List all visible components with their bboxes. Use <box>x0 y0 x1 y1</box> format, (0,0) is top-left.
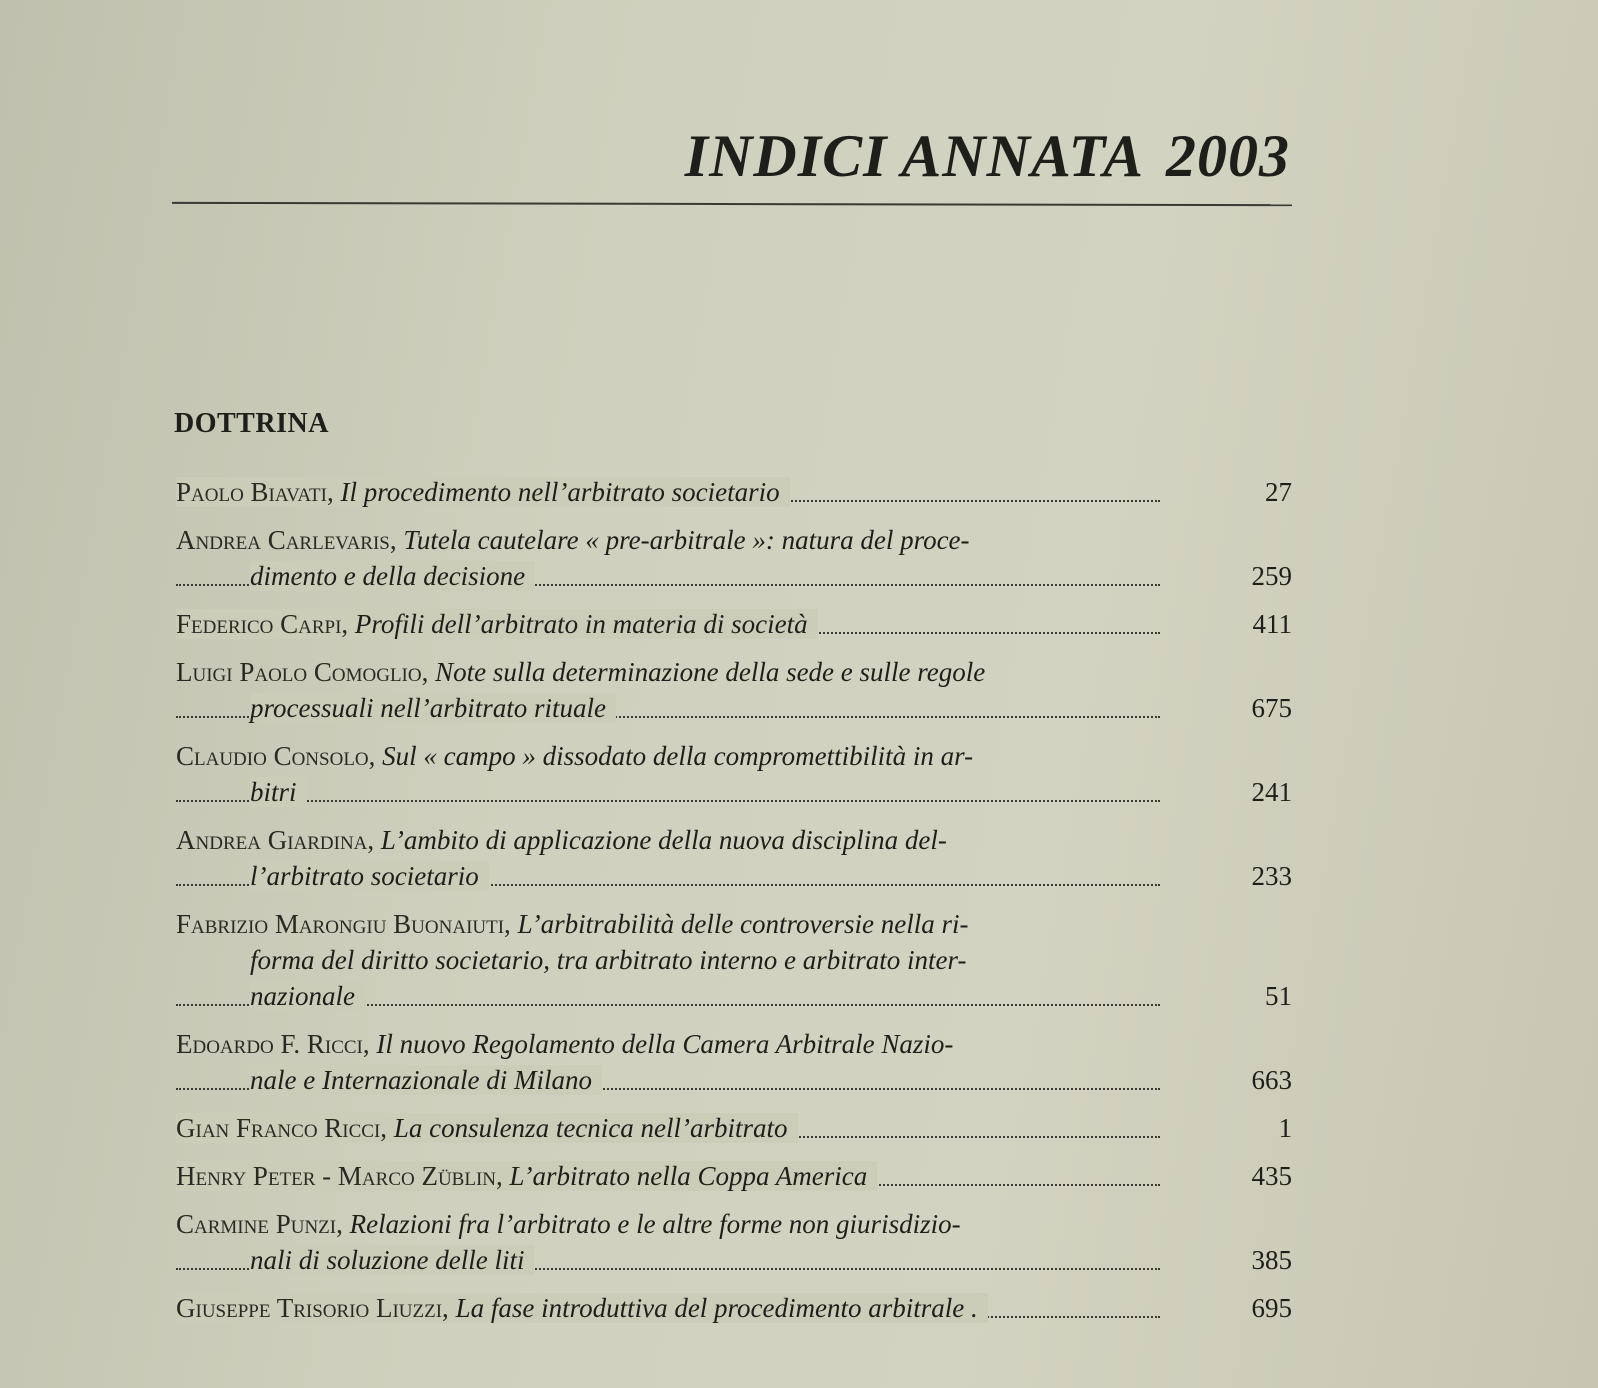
article-title: Note sulla determinazione della sede e sulle regole <box>435 657 986 687</box>
toc-line-text <box>176 1158 1160 1194</box>
page-number: 663 <box>1251 1065 1292 1095</box>
toc-line-text <box>176 906 1160 942</box>
page-number: 233 <box>1251 861 1292 891</box>
page-number: 675 <box>1251 693 1292 723</box>
article-title: Relazioni fra l’arbitrato e le altre forme non giurisdizio- <box>349 1209 961 1239</box>
toc-line <box>176 690 1292 726</box>
toc-line <box>176 738 1292 774</box>
toc-entry <box>176 606 1292 642</box>
page-number: 27 <box>1265 477 1292 507</box>
page-number: 411 <box>1252 609 1292 639</box>
toc-entry <box>176 822 1292 894</box>
author-name: Andrea Carlevaris, <box>176 525 397 555</box>
page-number: 385 <box>1251 1245 1292 1275</box>
section-heading: DOTTRINA <box>174 408 329 439</box>
toc-line-text <box>176 690 1160 726</box>
text-wrap <box>176 657 995 687</box>
toc-entry <box>176 906 1292 1014</box>
toc-line <box>176 654 1292 690</box>
text-wrap <box>250 981 365 1011</box>
toc-line-text <box>176 558 1160 594</box>
article-title: La fase introduttiva del procedimento arbitrale . <box>455 1293 978 1323</box>
author-name: Edoardo F. Ricci, <box>176 1029 370 1059</box>
text-wrap <box>176 609 818 639</box>
toc-entry <box>176 522 1292 594</box>
toc-line <box>176 978 1292 1014</box>
author-name: Giuseppe Trisorio Liuzzi, <box>176 1293 449 1323</box>
author-name: Henry Peter - Marco Züblin, <box>176 1161 503 1191</box>
article-title: La consulenza tecnica nell’arbitrato <box>393 1113 788 1143</box>
toc-line-text <box>176 858 1160 894</box>
text-wrap <box>250 561 535 591</box>
article-title: Sul « campo » dissodato della compromettibilità in ar- <box>382 741 974 771</box>
article-title: processuali nell’arbitrato rituale <box>250 693 606 723</box>
text-wrap <box>250 861 489 891</box>
toc-line-text <box>176 474 1160 510</box>
article-title: forma del diritto societario, tra arbitrato interno e arbitrato inter- <box>250 945 967 975</box>
toc-entry <box>176 1206 1292 1278</box>
toc-entry <box>176 474 1292 510</box>
text-wrap <box>176 525 980 555</box>
toc-line <box>176 1242 1292 1278</box>
toc-line <box>176 606 1292 642</box>
text-wrap <box>176 1161 877 1191</box>
page-number: 435 <box>1251 1161 1292 1191</box>
toc-line-text <box>176 606 1160 642</box>
article-title: dimento e della decisione <box>250 561 526 591</box>
author-name: Federico Carpi, <box>176 609 349 639</box>
toc-line <box>176 942 1292 978</box>
toc-line <box>176 1110 1292 1146</box>
toc-list <box>176 474 1292 1338</box>
toc-line <box>176 474 1292 510</box>
article-title: Il nuovo Regolamento della Camera Arbitrale Nazio- <box>376 1029 954 1059</box>
toc-line <box>176 1158 1292 1194</box>
page-number: 259 <box>1251 561 1292 591</box>
article-title: bitri <box>250 777 297 807</box>
article-title: Tutela cautelare « pre-arbitrale »: natura del proce- <box>403 525 970 555</box>
author-name: Luigi Paolo Comoglio, <box>176 657 429 687</box>
toc-line-text <box>176 942 1160 978</box>
text-wrap <box>250 1245 534 1275</box>
toc-entry <box>176 654 1292 726</box>
article-title: Il procedimento nell’arbitrato societario <box>340 477 780 507</box>
toc-line <box>176 858 1292 894</box>
toc-entry <box>176 1158 1292 1194</box>
text-wrap <box>250 1065 602 1095</box>
author-name: Claudio Consolo, <box>176 741 376 771</box>
toc-line <box>176 1290 1292 1326</box>
toc-line <box>176 522 1292 558</box>
dot-leader <box>176 800 1160 802</box>
page-number: 51 <box>1265 981 1292 1011</box>
toc-line-text <box>176 1290 1160 1326</box>
toc-line <box>176 1026 1292 1062</box>
author-name: Andrea Giardina, <box>176 825 375 855</box>
toc-line <box>176 558 1292 594</box>
page-title <box>685 122 1290 191</box>
toc-line <box>176 774 1292 810</box>
toc-line-text <box>176 1026 1160 1062</box>
title-year: 2003 <box>1166 123 1290 189</box>
author-name: Carmine Punzi, <box>176 1209 343 1239</box>
toc-entry <box>176 1026 1292 1098</box>
toc-line <box>176 906 1292 942</box>
text-wrap <box>176 825 957 855</box>
text-wrap <box>250 945 976 975</box>
toc-line-text <box>176 978 1160 1014</box>
text-wrap <box>176 1209 971 1239</box>
text-wrap <box>176 1113 798 1143</box>
text-wrap <box>176 1029 963 1059</box>
text-wrap <box>250 693 616 723</box>
article-title: l’arbitrato societario <box>250 861 479 891</box>
text-wrap <box>250 777 307 807</box>
toc-entry <box>176 738 1292 810</box>
toc-line-text <box>176 522 1160 558</box>
article-title: nali di soluzione delle liti <box>250 1245 525 1275</box>
text-wrap <box>176 741 983 771</box>
toc-line <box>176 1206 1292 1242</box>
toc-line-text <box>176 738 1160 774</box>
text-wrap <box>176 1293 988 1323</box>
page-number: 1 <box>1278 1113 1292 1143</box>
article-title: L’arbitrato nella Coppa America <box>509 1161 868 1191</box>
toc-line-text <box>176 1110 1160 1146</box>
toc-entry <box>176 1290 1292 1326</box>
toc-line <box>176 1062 1292 1098</box>
article-title: L’ambito di applicazione della nuova disciplina del- <box>380 825 947 855</box>
author-name: Fabrizio Marongiu Buonaiuti, <box>176 909 511 939</box>
article-title: nazionale <box>250 981 355 1011</box>
toc-entry <box>176 1110 1292 1146</box>
toc-line <box>176 822 1292 858</box>
article-title: L’arbitrabilità delle controversie nella ri- <box>517 909 969 939</box>
page-number: 695 <box>1251 1293 1292 1323</box>
title-rule <box>172 202 1292 206</box>
toc-line-text <box>176 654 1160 690</box>
toc-line-text <box>176 1242 1160 1278</box>
toc-line-text <box>176 774 1160 810</box>
author-name: Gian Franco Ricci, <box>176 1113 388 1143</box>
toc-line-text <box>176 822 1160 858</box>
text-wrap <box>176 909 979 939</box>
toc-line-text <box>176 1206 1160 1242</box>
text-wrap <box>176 477 790 507</box>
article-title: Profili dell’arbitrato in materia di società <box>354 609 808 639</box>
page-number: 241 <box>1251 777 1292 807</box>
toc-line-text <box>176 1062 1160 1098</box>
author-name: Paolo Biavati, <box>176 477 334 507</box>
article-title: nale e Internazionale di Milano <box>250 1065 592 1095</box>
title-text: INDICI ANNATA <box>684 123 1144 189</box>
